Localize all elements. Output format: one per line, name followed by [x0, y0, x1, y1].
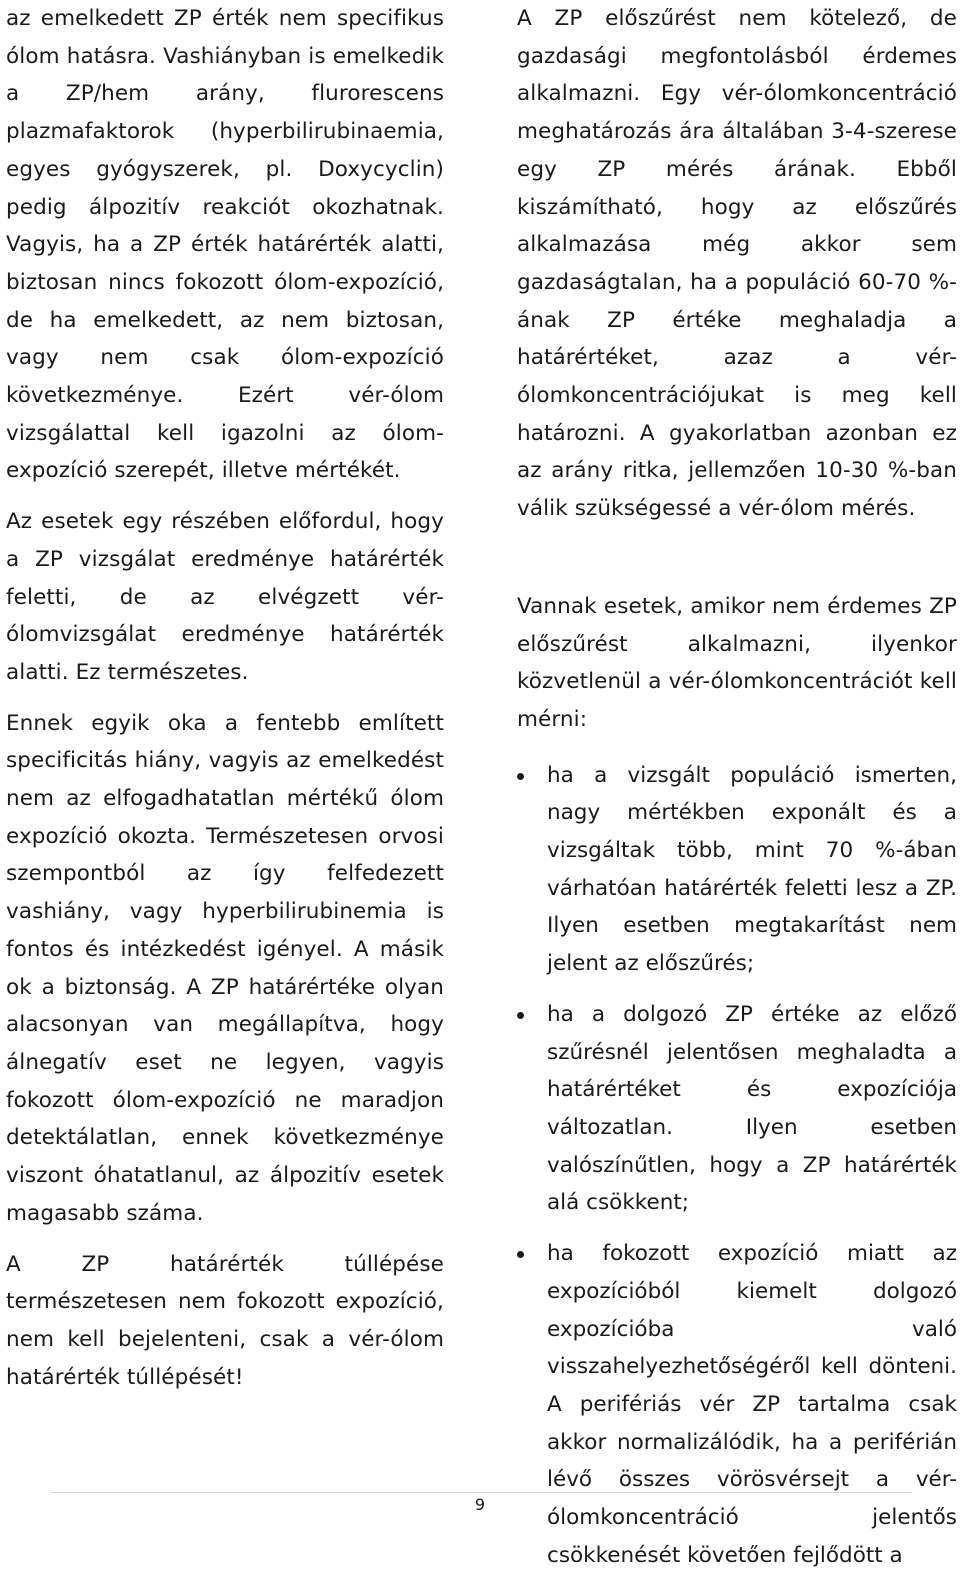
paragraph-reporting: A ZP határérték túllépése természetesen nem fokozott expozíció, nem kell bejelenteni, csak a vér-ólom határérték túllépését! — [6, 1251, 444, 1390]
exception-list — [517, 757, 957, 1575]
paragraph-prescreening: A ZP előszűrést nem kötelező, de gazdasági megfontolásból érdemes alkalmazni. Egy vér-ólomkoncentráció meghatározás ára általában 3-4-szerese egy ZP mérés árának. Ebből kiszámítható, hogy az előszűrés alkalmazása még akkor sem gazdaságtalan, ha a populáció 60-70 %-ának ZP értéke meghaladja a határértéket, azaz a vér-ólomkoncentrációjukat is meg kell határozni. A gyakorlatban azonban ez az arány ritka, jellemzően 10-30 %-ban válik szükségessé a vér-ólom mérés. — [517, 6, 957, 522]
page-number: 9 — [474, 1495, 486, 1514]
list-item-text: ha a dolgozó ZP értéke az előző szűrésnél jelentősen meghaladta a határértéket és expozíciója változatlan. Ilyen esetben valószínűtlen, hogy a ZP határérték alá csökkent; — [547, 1001, 957, 1216]
list-item-text: ha fokozott expozíció miatt az expozícióból kiemelt dolgozó expozícióba való visszahelyezhetőségéről kell dönteni. A perifériás vér ZP tartalma csak akkor normalizálódik, ha a periférián lévő összes vörösvérsejt a vér-ólomkoncentráció jelentős csökkenését követően fejlődött a — [547, 1241, 957, 1568]
list-item — [517, 1235, 957, 1574]
list-item — [517, 757, 957, 983]
paragraph-exceptions: Vannak esetek, amikor nem érdemes ZP előszűrést alkalmazni, ilyenkor közvetlenül a vér-ólomkoncentrációt kell mérni: — [517, 593, 957, 732]
paragraph-reasons: Ennek egyik oka a fentebb említett specificitás hiány, vagyis az emelkedést nem az elfogadhatatlan mértékű ólom expozíció okozta. Természetesen orvosi szempontból az így felfedezett vashiány, vagy hyperbilirubinemia is fontos és intézkedést igényel. A másik ok a biztonság. A ZP határértéke olyan alacsonyan van megállapítva, hogy álnegatív eset ne legyen, vagyis fokozott ólom-expozíció ne maradjon detektálatlan, ennek következménye viszont óhatatlanul, az álpozitív esetek magasabb száma. — [6, 710, 444, 1226]
footer-divider — [50, 1492, 912, 1493]
left-column — [6, 0, 444, 1396]
bullet-icon — [517, 773, 524, 780]
paragraph-zp-specificity: az emelkedett ZP érték nem specifikus ólom hatásra. Vashiányban is emelkedik a ZP/hem arány, flurorescens plazmafaktorok (hyperbilirubinaemia, egyes gyógyszerek, pl. Doxycyclin) pedig álpozitív reakciót okozhatnak. Vagyis, ha a ZP érték határérték alatti, biztosan nincs fokozott ólom-expozíció, de ha emelkedett, az nem biztosan, vagy nem csak ólom-expozíció következménye. Ezért vér-ólom vizsgálattal kell igazolni az ólom-expozíció szerepét, illetve mértékét. — [6, 6, 444, 484]
list-item — [517, 996, 957, 1222]
list-item-text: ha a vizsgált populáció ismerten, nagy mértékben exponált és a vizsgáltak több, mint 70 %-ában várhatóan határérték feletti lesz a ZP. Ilyen esetben megtakarítást nem jelent az előszűrés; — [547, 762, 957, 977]
paragraph-false-positive: Az esetek egy részében előfordul, hogy a ZP vizsgálat eredménye határérték feletti, de az elvégzett vér-ólomvizsgálat eredménye határérték alatti. Ez természetes. — [6, 509, 444, 685]
bullet-icon — [517, 1012, 524, 1019]
right-column — [517, 0, 957, 1587]
bullet-icon — [517, 1251, 524, 1258]
